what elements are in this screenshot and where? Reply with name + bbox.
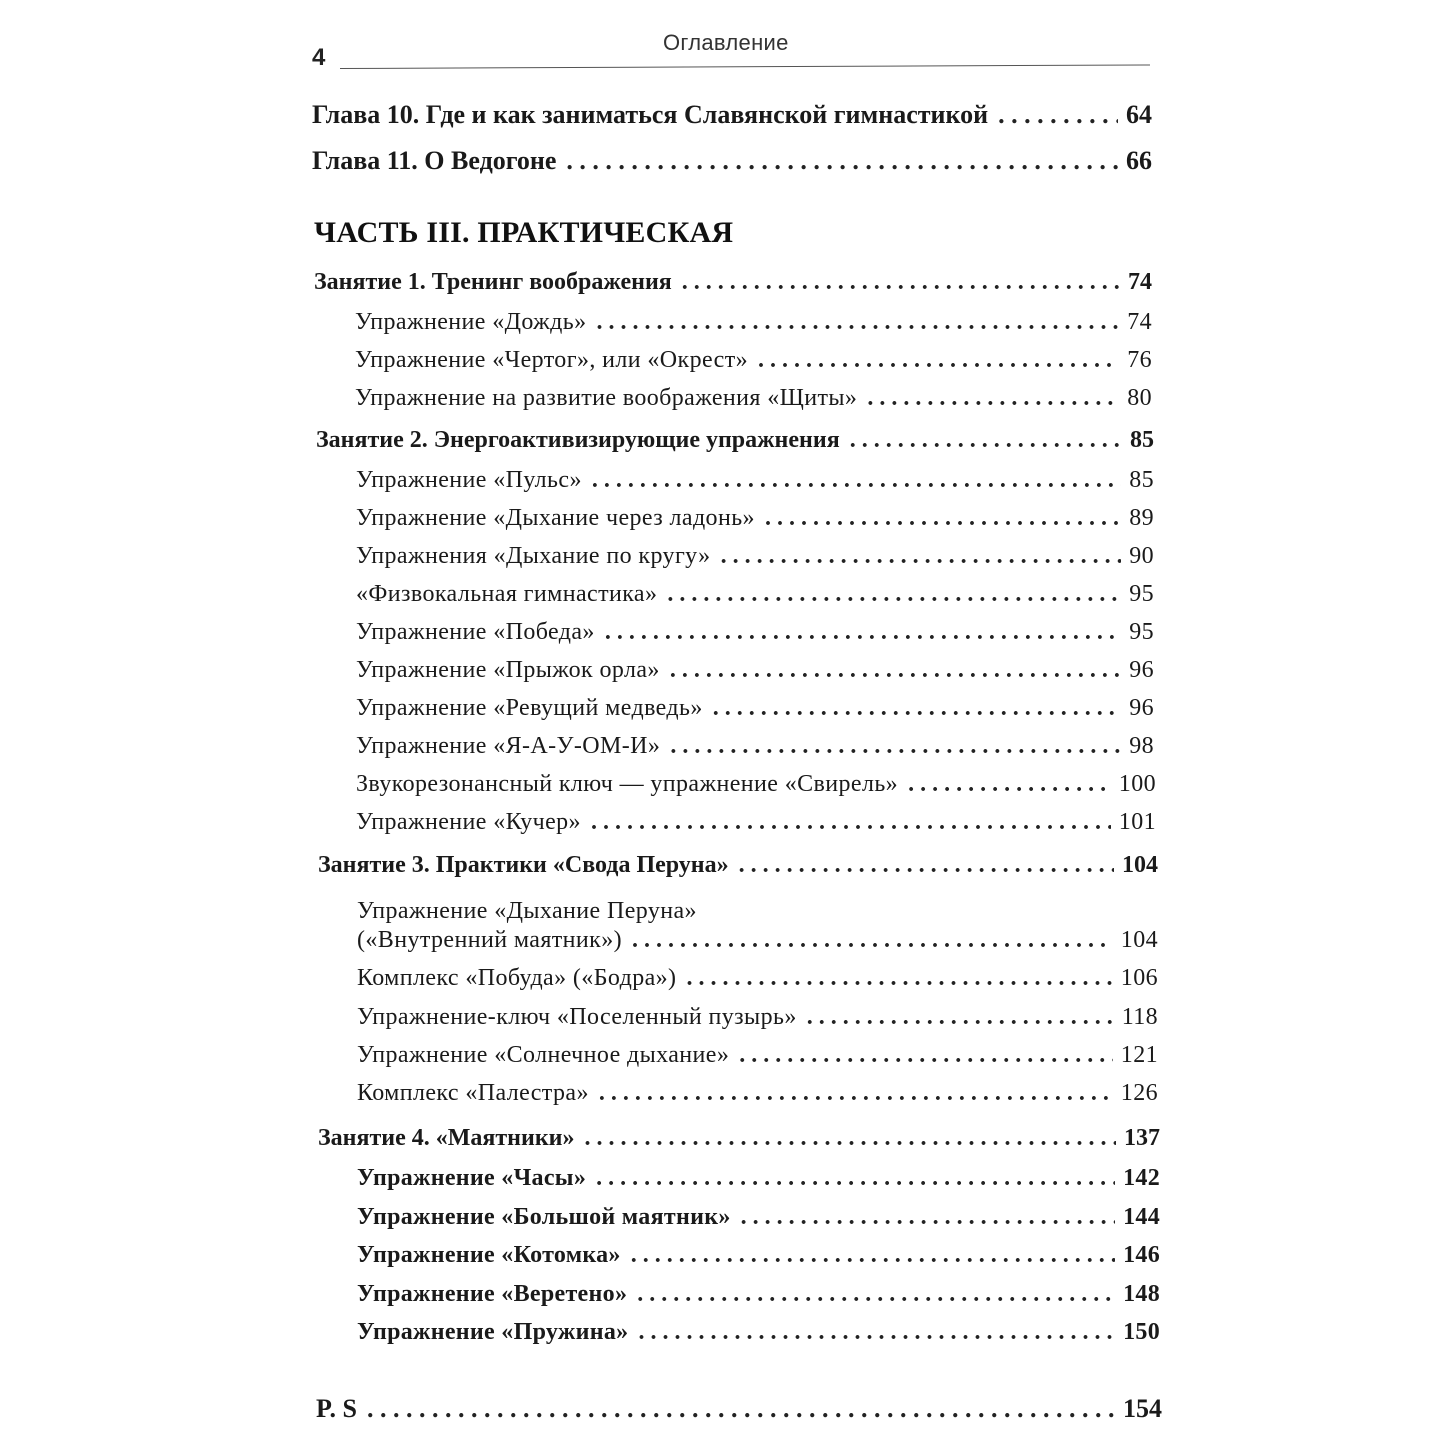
entry-label: Упражнение «Прыжок орла» xyxy=(356,657,660,683)
entry-label: Глава 11. О Ведогоне xyxy=(312,146,557,175)
toc-entry-exercise[interactable] xyxy=(357,954,1158,992)
toc-entry-exercise[interactable] xyxy=(357,1270,1160,1308)
toc-entry-exercise[interactable] xyxy=(357,1308,1160,1346)
dot-leader xyxy=(597,309,1120,336)
entry-label: Занятие 2. Энергоактивизирующие упражнения xyxy=(316,427,840,453)
dot-leader xyxy=(670,657,1121,684)
toc-entry-lesson-2[interactable] xyxy=(316,416,1154,454)
entry-page: 96 xyxy=(1129,695,1154,721)
toc-entry-exercise[interactable] xyxy=(355,374,1152,412)
dot-leader xyxy=(765,505,1121,532)
dot-leader xyxy=(599,1080,1113,1107)
dot-leader xyxy=(638,1319,1115,1346)
entry-page: 98 xyxy=(1129,733,1154,759)
dot-leader xyxy=(713,695,1121,722)
dot-leader xyxy=(682,269,1120,296)
entry-label: Упражнение «Котомка» xyxy=(357,1242,621,1268)
dot-leader xyxy=(739,1042,1113,1069)
dot-leader xyxy=(758,347,1119,374)
dot-leader xyxy=(631,1242,1115,1269)
entry-label-first-line: Упражнение «Дыхание Перуна» xyxy=(357,898,697,924)
toc-entry-exercise[interactable] xyxy=(357,1031,1158,1069)
dot-leader xyxy=(592,467,1121,494)
header-title: Оглавление xyxy=(663,30,789,55)
toc-entry-chapter-10[interactable] xyxy=(312,92,1152,130)
entry-label: Упражнение «Победа» xyxy=(356,619,595,645)
entry-page: 137 xyxy=(1124,1125,1160,1151)
dot-leader xyxy=(566,146,1118,176)
entry-label: Упражнение «Пружина» xyxy=(357,1319,629,1345)
dot-leader xyxy=(686,965,1112,992)
entry-page: 106 xyxy=(1120,965,1158,991)
entry-label: Звукорезонансный ключ — упражнение «Свирель» xyxy=(356,771,899,797)
entry-label: P. S xyxy=(316,1394,357,1423)
entry-label: Упражнение «Я-А-У-ОМ-И» xyxy=(356,733,661,759)
dot-leader xyxy=(850,427,1122,454)
entry-page: 104 xyxy=(1122,852,1158,878)
dot-leader xyxy=(367,1394,1115,1424)
toc-entry-lesson-1[interactable] xyxy=(314,258,1152,296)
dot-leader xyxy=(637,1281,1115,1308)
toc-entry-exercise[interactable] xyxy=(356,798,1156,836)
dot-leader xyxy=(998,100,1118,130)
entry-page: 90 xyxy=(1129,543,1154,569)
toc-entry-exercise[interactable] xyxy=(357,1193,1160,1231)
entry-label: Занятие 1. Тренинг воображения xyxy=(314,269,672,295)
toc-entry-chapter-11[interactable] xyxy=(312,138,1152,176)
toc-entry-lesson-3[interactable] xyxy=(318,841,1158,879)
entry-page: 74 xyxy=(1128,269,1152,295)
dot-leader xyxy=(667,581,1121,608)
toc-entry-exercise[interactable] xyxy=(356,532,1154,570)
entry-label: Упражнение «Веретено» xyxy=(357,1281,628,1307)
dot-leader xyxy=(632,927,1113,954)
entry-label: Упражнение-ключ «Поселенный пузырь» xyxy=(357,1004,797,1030)
entry-page: 89 xyxy=(1129,505,1154,531)
entry-page: 96 xyxy=(1129,657,1154,683)
entry-page: 74 xyxy=(1127,309,1152,335)
entry-label: Комплекс «Побуда» («Бодра») xyxy=(357,965,677,991)
entry-page: 150 xyxy=(1123,1319,1160,1345)
entry-label: Упражнение «Пульс» xyxy=(356,467,582,493)
entry-label: Глава 10. Где и как заниматься Славянской гимнастикой xyxy=(312,100,989,129)
toc-entry-exercise[interactable] xyxy=(356,760,1156,798)
entry-label: Упражнение «Чертог», или «Окрест» xyxy=(355,347,748,373)
dot-leader xyxy=(739,852,1114,879)
toc-entry-exercise[interactable] xyxy=(357,1231,1160,1269)
toc-entry-exercise[interactable] xyxy=(356,456,1154,494)
entry-page: 100 xyxy=(1118,771,1156,797)
entry-label: Упражнение «Дождь» xyxy=(355,309,587,335)
entry-label: Занятие 4. «Маятники» xyxy=(318,1125,575,1151)
toc-entry-exercise[interactable] xyxy=(356,722,1154,760)
toc-entry-exercise[interactable] xyxy=(356,684,1154,722)
entry-label: Упражнение «Кучер» xyxy=(356,809,581,835)
entry-page: 154 xyxy=(1123,1394,1162,1423)
entry-label: Упражнения «Дыхание по кругу» xyxy=(356,543,711,569)
entry-label: Упражнение «Солнечное дыхание» xyxy=(357,1042,730,1068)
dot-leader xyxy=(721,543,1122,570)
part-heading: ЧАСТЬ III. ПРАКТИЧЕСКАЯ xyxy=(314,216,734,249)
entry-page: 126 xyxy=(1120,1080,1158,1106)
entry-page: 80 xyxy=(1127,385,1152,411)
toc-entry-exercise[interactable] xyxy=(355,336,1152,374)
toc-entry-exercise[interactable] xyxy=(356,646,1154,684)
entry-page: 76 xyxy=(1127,347,1152,373)
dot-leader xyxy=(605,619,1121,646)
entry-label: Упражнение на развитие воображения «Щиты» xyxy=(355,385,858,411)
toc-entry-exercise[interactable] xyxy=(357,1069,1158,1107)
dot-leader xyxy=(807,1004,1114,1031)
page-number: 4 xyxy=(312,44,326,71)
entry-page: 121 xyxy=(1120,1042,1158,1068)
toc-entry-exercise[interactable] xyxy=(357,916,1158,954)
entry-page: 142 xyxy=(1123,1165,1160,1191)
dot-leader xyxy=(585,1125,1117,1152)
toc-entry-ps[interactable] xyxy=(316,1386,1162,1424)
toc-entry-lesson-4[interactable] xyxy=(318,1114,1160,1152)
entry-page: 95 xyxy=(1129,619,1154,645)
dot-leader xyxy=(596,1165,1115,1192)
toc-entry-exercise[interactable] xyxy=(356,570,1154,608)
entry-page: 66 xyxy=(1126,146,1152,175)
toc-entry-exercise[interactable] xyxy=(357,1154,1160,1192)
entry-page: 148 xyxy=(1123,1281,1160,1307)
toc-entry-exercise[interactable] xyxy=(356,494,1154,532)
entry-label: Занятие 3. Практики «Свода Перуна» xyxy=(318,852,729,878)
entry-page: 85 xyxy=(1130,427,1154,453)
entry-label: Упражнение «Большой маятник» xyxy=(357,1204,731,1230)
header-rule xyxy=(340,64,1150,69)
entry-label: Упражнение «Часы» xyxy=(357,1165,587,1191)
toc-entry-exercise[interactable] xyxy=(355,298,1152,336)
entry-page: 85 xyxy=(1129,467,1154,493)
entry-page: 101 xyxy=(1118,809,1156,835)
entry-page: 104 xyxy=(1120,927,1158,953)
entry-label: Упражнение «Дыхание через ладонь» xyxy=(356,505,755,531)
dot-leader xyxy=(867,385,1119,412)
entry-page: 144 xyxy=(1123,1204,1160,1230)
entry-page: 95 xyxy=(1129,581,1154,607)
entry-page: 118 xyxy=(1121,1004,1158,1030)
dot-leader xyxy=(741,1204,1115,1231)
entry-page: 64 xyxy=(1126,100,1152,129)
dot-leader xyxy=(670,733,1121,760)
entry-label: «Физвокальная гимнастика» xyxy=(356,581,658,607)
toc-entry-exercise[interactable] xyxy=(356,608,1154,646)
entry-page: 146 xyxy=(1123,1242,1160,1268)
dot-leader xyxy=(591,809,1111,836)
running-head xyxy=(0,26,1445,86)
entry-label: Упражнение «Ревущий медведь» xyxy=(356,695,703,721)
entry-label: Комплекс «Палестра» xyxy=(357,1080,589,1106)
toc-entry-exercise[interactable] xyxy=(357,993,1158,1031)
entry-label: («Внутренний маятник») xyxy=(357,927,622,953)
dot-leader xyxy=(908,771,1111,798)
